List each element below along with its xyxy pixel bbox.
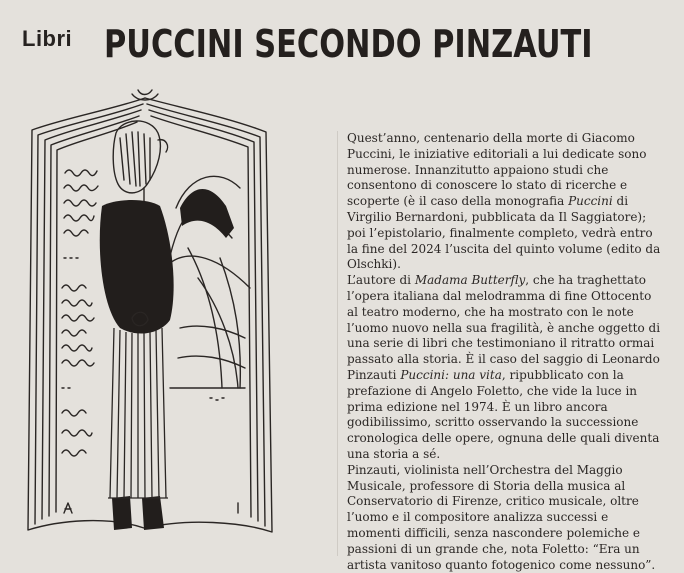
p1-text-a: Quest’anno, centenario della morte di Giacomo Puccini, le iniziative editoriali a lui dedicate sono numerose. Innanzitutto appaiono studi che consentono di conoscere lo stato di ricerche e scoperte (è il caso della monografia: [347, 131, 647, 209]
p2-text-c: , che ha traghettato l’opera italiana dal melodramma di fine Ottocento al teatro moderno, che ha mostrato con le note l’uomo nuovo nella sua fragilità, è anche oggetto di una serie di libri che testimoniano il ritratto ormai passato alla storia. È il caso del saggio di Leonardo Pinzauti: [347, 273, 661, 382]
p2-title-italic: Madama Butterfly: [414, 273, 526, 288]
section-label: Libri: [22, 26, 73, 51]
paragraph-2: [347, 273, 663, 463]
p2-book-title-italic: Puccini: una vita: [400, 367, 502, 382]
paragraph-3: Pinzauti, violinista nell’Orchestra del Maggio Musicale, professore di Storia della musica al Conservatorio di Firenze, critico musicale, oltre l’uomo e il compositore analizza successi e momenti difficili, senza nascondere polemiche e passioni di un grande che, nota Foletto: “Era un artista vanitoso quanto fotogenico come nessuno”.: [347, 462, 656, 572]
paragraph-1: [347, 131, 663, 273]
p2-text-a: L’autore di: [347, 273, 415, 288]
open-book-illustration: [20, 88, 295, 558]
p1-text-c: di Virgilio Bernardoni, pubblicata da Il Saggiatore); poi l’epistolario, finalmente completo, vedrà entro la fine del 2024 l’uscita del quinto volume (edito da Olschki).: [347, 194, 661, 272]
article-body: [347, 131, 663, 573]
p1-title-italic: Puccini: [568, 194, 613, 209]
column-divider: [337, 131, 338, 556]
p2-text-e: , ripubblicato con la prefazione di Angelo Foletto, che vide la luce in prima edizione nel 1974. È un libro ancora godibilissimo, scritto osservando la successione cronologica delle opere, ognuna delle quali diventa una storia a sé.: [347, 367, 660, 461]
headline: PUCCINI SECONDO PINZAUTI: [104, 22, 593, 66]
